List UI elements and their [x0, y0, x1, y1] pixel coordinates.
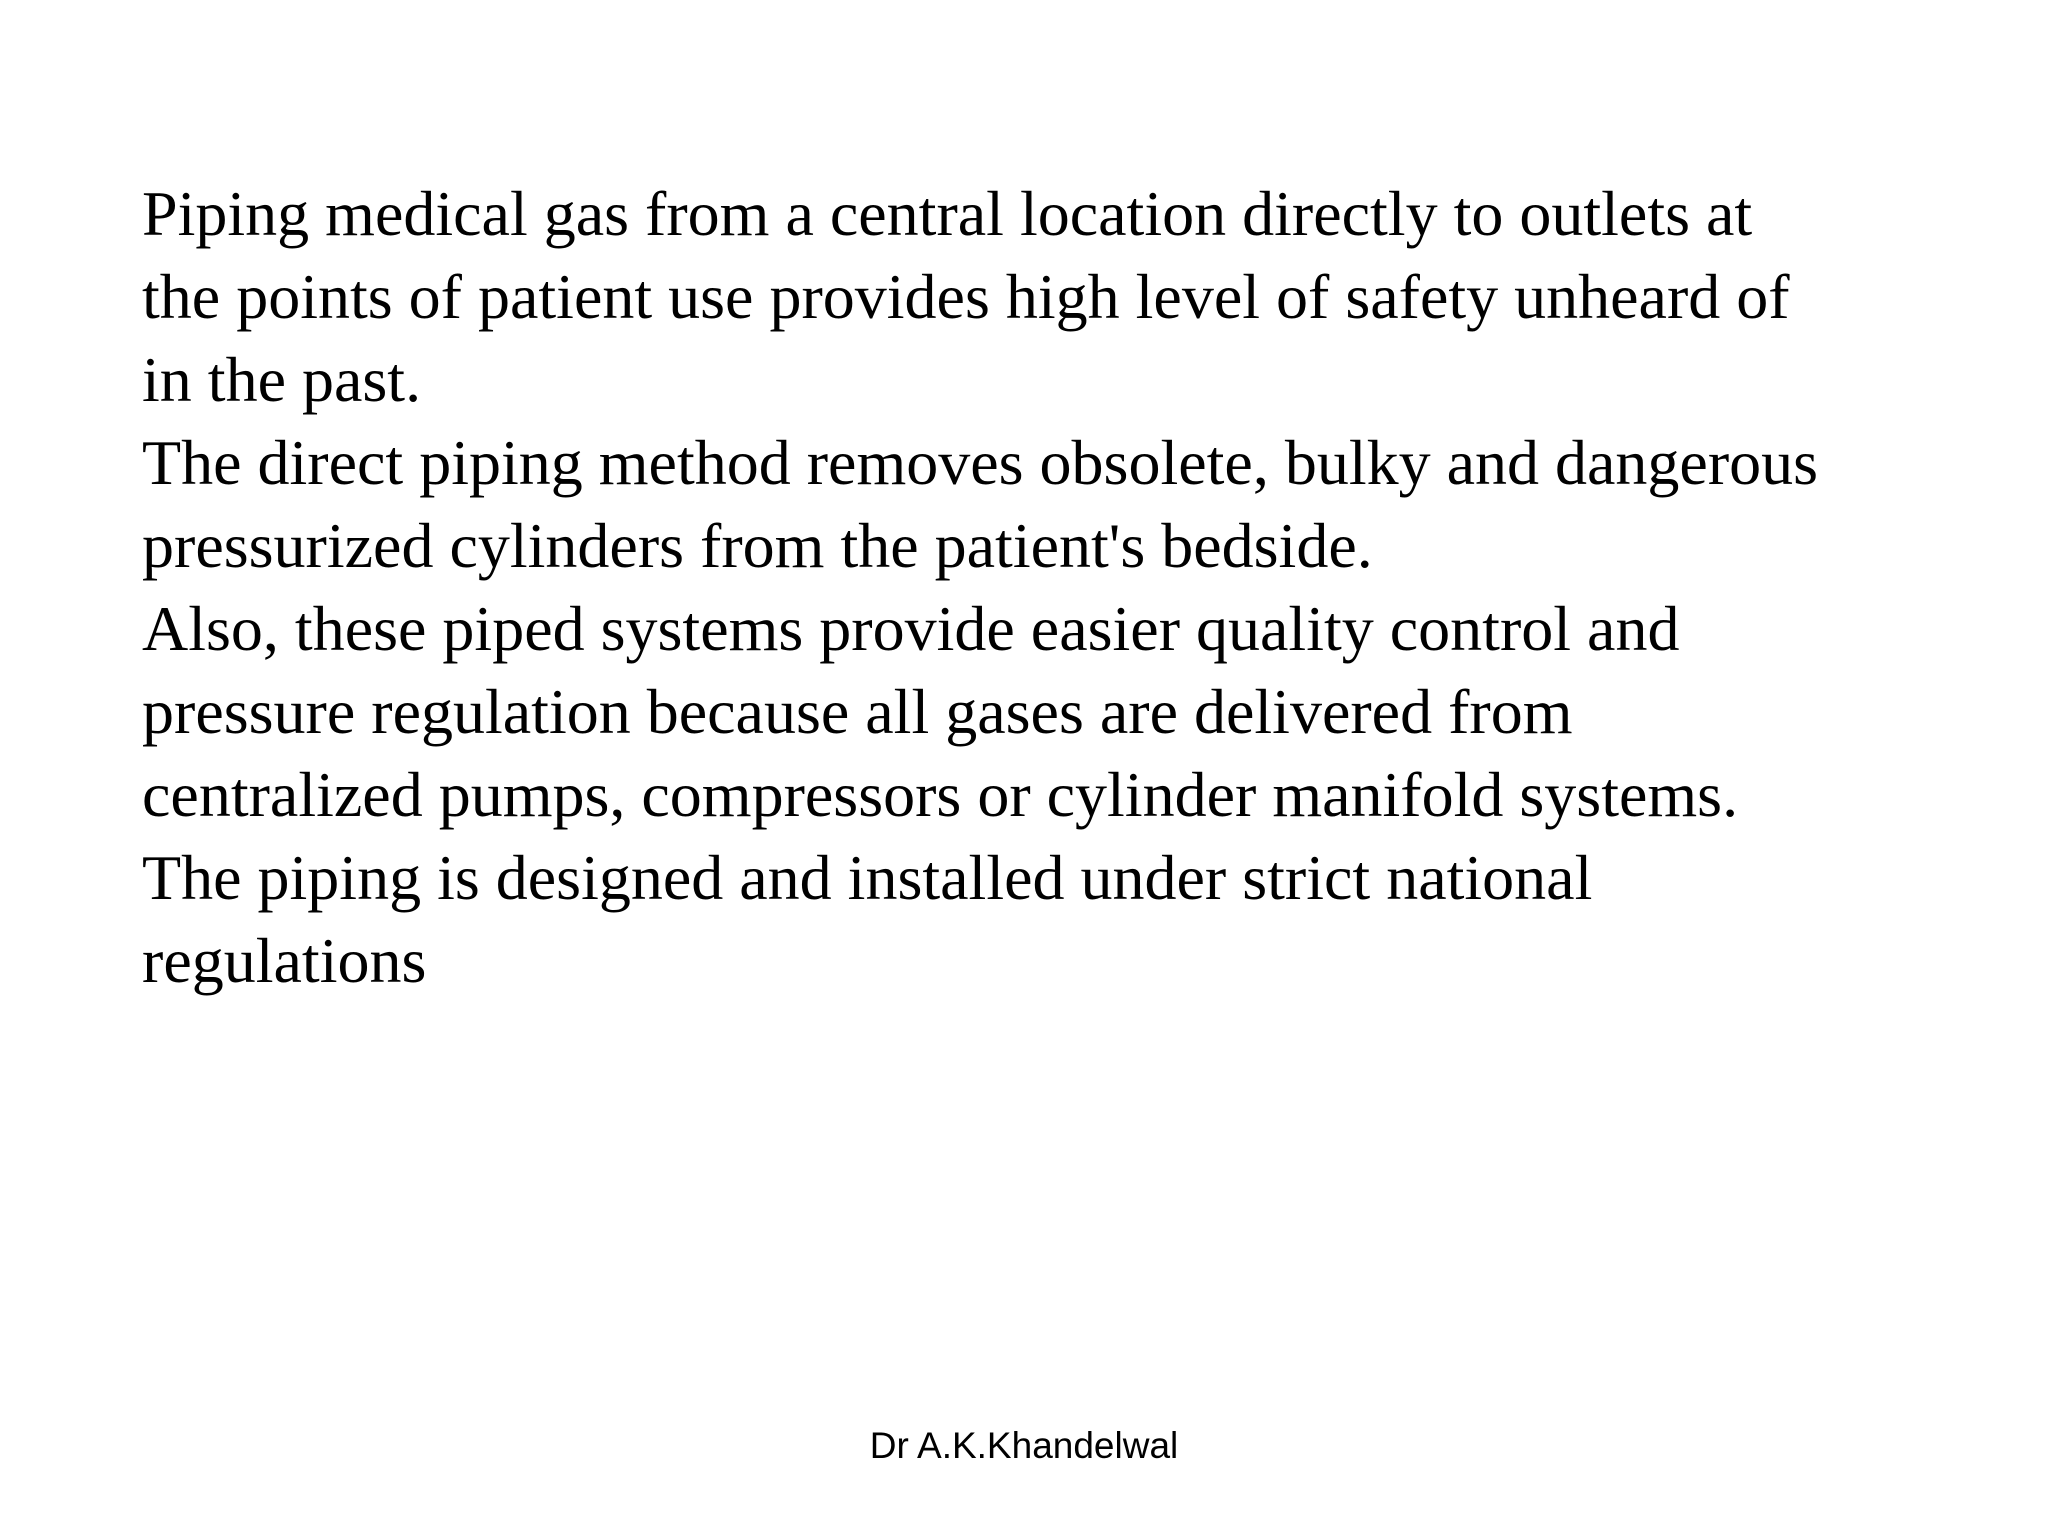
text-line: pressurized cylinders from the patient's bedside.: [142, 510, 1373, 581]
text-line: The direct piping method removes obsolete, bulky and dangerous: [142, 427, 1819, 498]
text-line: regulations: [142, 925, 427, 996]
paragraph-quality-control: [142, 587, 2022, 836]
text-line: Also, these piped systems provide easier quality control and: [142, 593, 1680, 664]
text-line: in the past.: [142, 344, 422, 415]
paragraph-direct-piping-method: [142, 421, 2022, 587]
text-line: Piping medical gas from a central location directly to outlets at: [142, 178, 1753, 249]
text-line: pressure regulation because all gases are delivered from: [142, 676, 1573, 747]
text-line: the points of patient use provides high level of safety unheard of: [142, 261, 1790, 332]
paragraph-central-piping-safety: [142, 172, 2022, 421]
paragraph-national-regulations: [142, 836, 2022, 1002]
slide-body-text: [142, 172, 2022, 1002]
text-line: The piping is designed and installed under strict national: [142, 842, 1593, 913]
text-line: centralized pumps, compressors or cylinder manifold systems.: [142, 759, 1739, 830]
slide-footer-author: Dr A.K.Khandelwal: [869, 1425, 1179, 1466]
